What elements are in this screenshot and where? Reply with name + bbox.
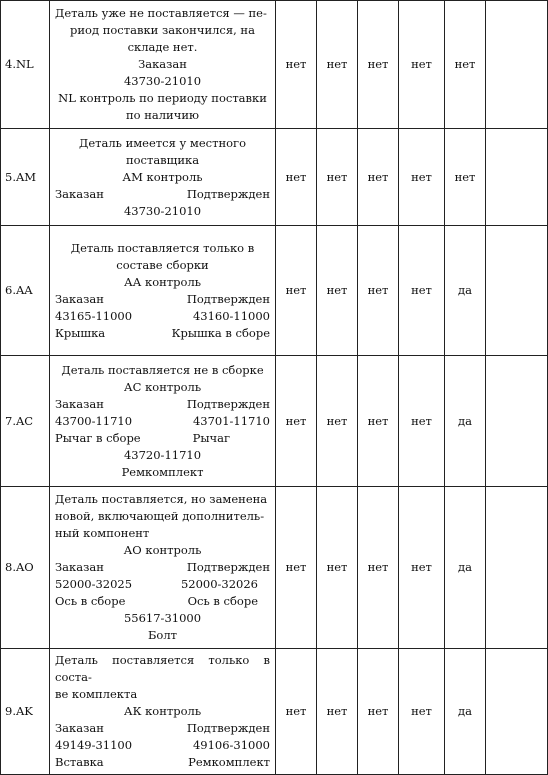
row-code: 6.AA — [1, 226, 50, 356]
part-name: Ось в сборе — [55, 594, 126, 608]
empty-cell — [486, 129, 548, 226]
desc-line: АК контроль — [123, 704, 202, 718]
part-name: Ремкомплект — [121, 464, 204, 479]
empty-cell — [486, 226, 548, 356]
part-name: Вставка — [55, 755, 104, 769]
cell-value: нет — [358, 356, 399, 487]
cell-value: нет — [276, 649, 317, 775]
desc-pair — [55, 559, 270, 576]
row-code: 9.AK — [1, 649, 50, 775]
cell-value: нет — [399, 129, 445, 226]
row-description — [50, 129, 276, 226]
table-row — [1, 129, 548, 226]
part-number: 52000-32025 — [55, 577, 133, 591]
cell-value: нет — [317, 487, 358, 649]
cell-value: да — [445, 356, 486, 487]
desc-pair — [55, 396, 270, 413]
desc-pair — [55, 737, 270, 754]
empty-cell — [486, 649, 548, 775]
row-code: 4.NL — [1, 1, 50, 129]
part-number: 49149-31100 — [55, 738, 133, 752]
ordered-label: Заказан — [55, 291, 104, 306]
desc-line: новой, включающей дополнитель- — [55, 509, 265, 523]
confirmed-label: Подтвержден — [186, 560, 270, 574]
confirmed-label: Подтвержден — [186, 396, 270, 411]
cell-value: нет — [358, 649, 399, 775]
desc-pair — [55, 593, 270, 610]
row-description — [50, 487, 276, 649]
ordered-label: Заказан — [55, 560, 104, 574]
desc-line: поставщика — [125, 152, 200, 167]
row-description — [50, 1, 276, 129]
desc-pair — [55, 308, 270, 325]
empty-cell — [486, 487, 548, 649]
row-code: 8.AO — [1, 487, 50, 649]
part-number: 43160-11000 — [192, 308, 270, 323]
desc-pair — [55, 186, 270, 203]
cell-value: нет — [445, 129, 486, 226]
desc-line: АС контроль — [123, 379, 202, 394]
cell-value: нет — [276, 226, 317, 356]
cell-value: нет — [276, 129, 317, 226]
part-number: 52000-32026 — [180, 577, 258, 591]
cell-value: нет — [317, 356, 358, 487]
confirmed-label: Подтвержден — [186, 186, 270, 201]
part-name: Рычаг в сборе — [55, 430, 141, 445]
desc-pair — [55, 576, 270, 593]
cell-value: нет — [358, 1, 399, 129]
ordered-label: Заказан — [55, 396, 104, 411]
desc-pair — [55, 754, 270, 771]
cell-value: нет — [358, 129, 399, 226]
part-number: 43730-21010 — [123, 203, 202, 218]
row-description — [50, 226, 276, 356]
part-number: 43165-11000 — [55, 308, 133, 323]
table-row — [1, 1, 548, 129]
cell-value: нет — [358, 226, 399, 356]
part-number: 55617-31000 — [123, 611, 202, 625]
desc-line: АА контроль — [123, 274, 202, 289]
cell-value: нет — [399, 226, 445, 356]
desc-pair — [55, 413, 270, 430]
desc-pair — [55, 430, 270, 447]
cell-value: нет — [358, 487, 399, 649]
desc-line: ный компонент — [55, 526, 150, 540]
table-row — [1, 649, 548, 775]
cell-value: да — [445, 649, 486, 775]
desc-line: складе нет. — [127, 40, 198, 54]
table-row — [1, 487, 548, 649]
desc-line: АО контроль — [123, 543, 202, 557]
cell-value: нет — [317, 649, 358, 775]
row-description — [50, 649, 276, 775]
part-name: Крышка — [55, 325, 106, 340]
part-name: Болт — [147, 628, 178, 642]
cell-value: нет — [276, 487, 317, 649]
part-number: 49106-31000 — [192, 738, 270, 752]
part-name: Ремкомплект — [188, 755, 270, 769]
table-row — [1, 226, 548, 356]
table-row — [1, 356, 548, 487]
desc-line: составе сборки — [116, 257, 209, 272]
desc-line: Деталь поставляется только в соста- — [55, 653, 270, 684]
desc-pair — [55, 720, 270, 737]
part-name: Ось в сборе — [187, 594, 258, 608]
part-name: Крышка в сборе — [171, 325, 270, 340]
desc-line: Деталь уже не поставляется — пе- — [55, 6, 267, 20]
cell-value: нет — [399, 356, 445, 487]
cell-value: нет — [317, 129, 358, 226]
part-number: 43730-21010 — [123, 74, 202, 88]
desc-pair — [55, 291, 270, 308]
desc-line: Деталь имеется у местного — [78, 135, 247, 150]
cell-value: нет — [399, 649, 445, 775]
cell-value: нет — [399, 487, 445, 649]
confirmed-label: Подтвержден — [186, 291, 270, 306]
desc-pair — [55, 325, 270, 342]
part-number: 43720-11710 — [123, 447, 202, 462]
desc-line: риод поставки закончился, на — [70, 23, 255, 37]
row-code: 5.AM — [1, 129, 50, 226]
empty-cell — [486, 1, 548, 129]
desc-line: Деталь поставляется не в сборке — [61, 362, 264, 377]
part-number: 43701-11710 — [192, 413, 270, 428]
desc-line: Заказан — [138, 57, 187, 71]
ordered-label: Заказан — [55, 721, 104, 735]
desc-line: АМ контроль — [122, 169, 203, 184]
cell-value: нет — [399, 1, 445, 129]
part-number: 43700-11710 — [55, 413, 133, 428]
cell-value: да — [445, 487, 486, 649]
cell-value: нет — [445, 1, 486, 129]
confirmed-label: Подтвержден — [186, 721, 270, 735]
row-code: 7.AC — [1, 356, 50, 487]
desc-line: Деталь поставляется, но заменена — [55, 492, 268, 506]
cell-value: нет — [317, 226, 358, 356]
desc-line: NL контроль по периоду поставки — [58, 91, 267, 105]
row-description — [50, 356, 276, 487]
cell-value: нет — [276, 356, 317, 487]
cell-value: нет — [276, 1, 317, 129]
desc-line: ве комплекта — [55, 687, 138, 701]
ordered-label: Заказан — [55, 186, 104, 201]
part-name: Рычаг — [192, 430, 230, 445]
cell-value: нет — [317, 1, 358, 129]
empty-cell — [486, 356, 548, 487]
cell-value: да — [445, 226, 486, 356]
desc-line: Деталь поставляется только в — [70, 240, 255, 255]
desc-line: по наличию — [125, 108, 199, 122]
